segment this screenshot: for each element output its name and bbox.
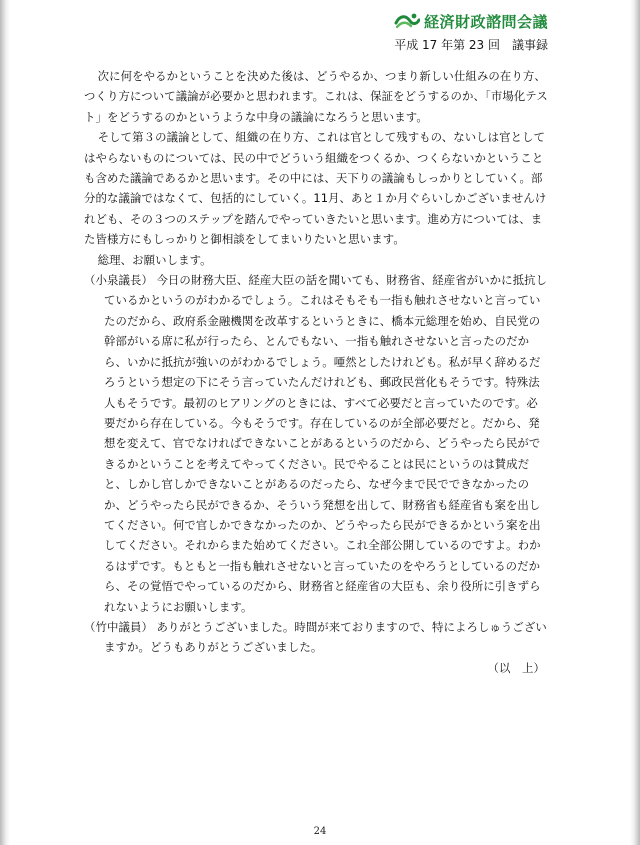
green-wave-logo-icon xyxy=(394,12,420,30)
document-header xyxy=(394,10,548,53)
council-logo xyxy=(394,10,548,32)
meeting-subtitle: 平成 17 年第 23 回 議事録 xyxy=(394,38,548,52)
paragraph: 総理、お願いします。 xyxy=(97,252,212,267)
page-edge-right xyxy=(630,0,640,845)
council-name: 経済財政諮問会議 xyxy=(423,12,548,31)
minutes-body xyxy=(84,66,549,690)
paragraph: そして第３の議論として、組織の在り方、これは官として残すもの、ないしは官としてはやらないものについては、民の中でどういう組織をつくるか、つくらないかということも含めた議論であるかと思います。その中には、天下りの議論もしっかりとしていく。部分的な議論ではなくて、包括的にしていく。11月、あと１か月ぐらいしかございませんけれども、その３つのステップを踏んでやっていきたいと思います。進め方については、また皆様方にもしっかりと御相談をしてまいりたいと思います。 xyxy=(84,130,547,247)
paragraph: 次に何をやるかということを決めた後は、どうやるか、つまり新しい仕組みの在り方、つくり方について議論が必要かと思われます。これは、保証をどうするのか、「市場化テスト」をどうするのかというような中身の議論になろうと思います。 xyxy=(84,69,548,124)
speaker-name: （小泉議長） xyxy=(84,273,153,288)
speech-text: 今日の財務大臣、経産大臣の話を聞いても、財務省、経産省がいかに抵抗しているかというのがわかるでしょう。これはそもそも一指も触れさせないと言っていたのだから、政府系金融機関を改革するというときに、橋本元総理を始め、自民党の幹部がいる席に私が行ったら、とんでもない、一指も触れさせないと言ったのだから、いかに抵抗が強いのがわかるでしょう。唖然としたけれども。私が早く辞めるだろうという想定の下にそう言っていたんだけれども、郵政民営化もそうです。特殊法人もそうです。最初のヒアリングのときには、すべて必要だと言っていたのです。必要だから存在している。今もそうです。存在しているのが全部必要だと。だから、発想を変えて、官でなければできないことがあるというのだから、どうやったら民ができるかということを考えてやってください。民でやることは民にというのは賛成だと、しかし官しかできないことがあるのだったら、なぜ今まで民でできなかったのか、どうやったら民ができるか、そういう発想を出して、財務省も経産省も案を出してください。何で官しかできなかったのか、どうやったら民ができるかという案を出してください。それからまた始めてください。これ全部公開しているのですよ。わかるはずです。もともと一指も触れさせないと言っていたのをやろうとしているのだから、その覚悟でやっているのだから、財務省と経産省の大臣も、余り役所に引きずられないようにお願いします。 xyxy=(104,273,548,614)
page-edge-left xyxy=(0,0,10,845)
speech-block-takenaka xyxy=(84,617,549,658)
speech-text: ありがとうございました。時間が来ておりますので、特によろしゅうございますか。どうもありがとうございました。 xyxy=(104,619,547,655)
speech-block-koizumi xyxy=(84,270,549,617)
speaker-name: （竹中議員） xyxy=(84,619,153,634)
closing-mark: （以 上） xyxy=(487,660,545,675)
page-number: 24 xyxy=(313,826,327,837)
